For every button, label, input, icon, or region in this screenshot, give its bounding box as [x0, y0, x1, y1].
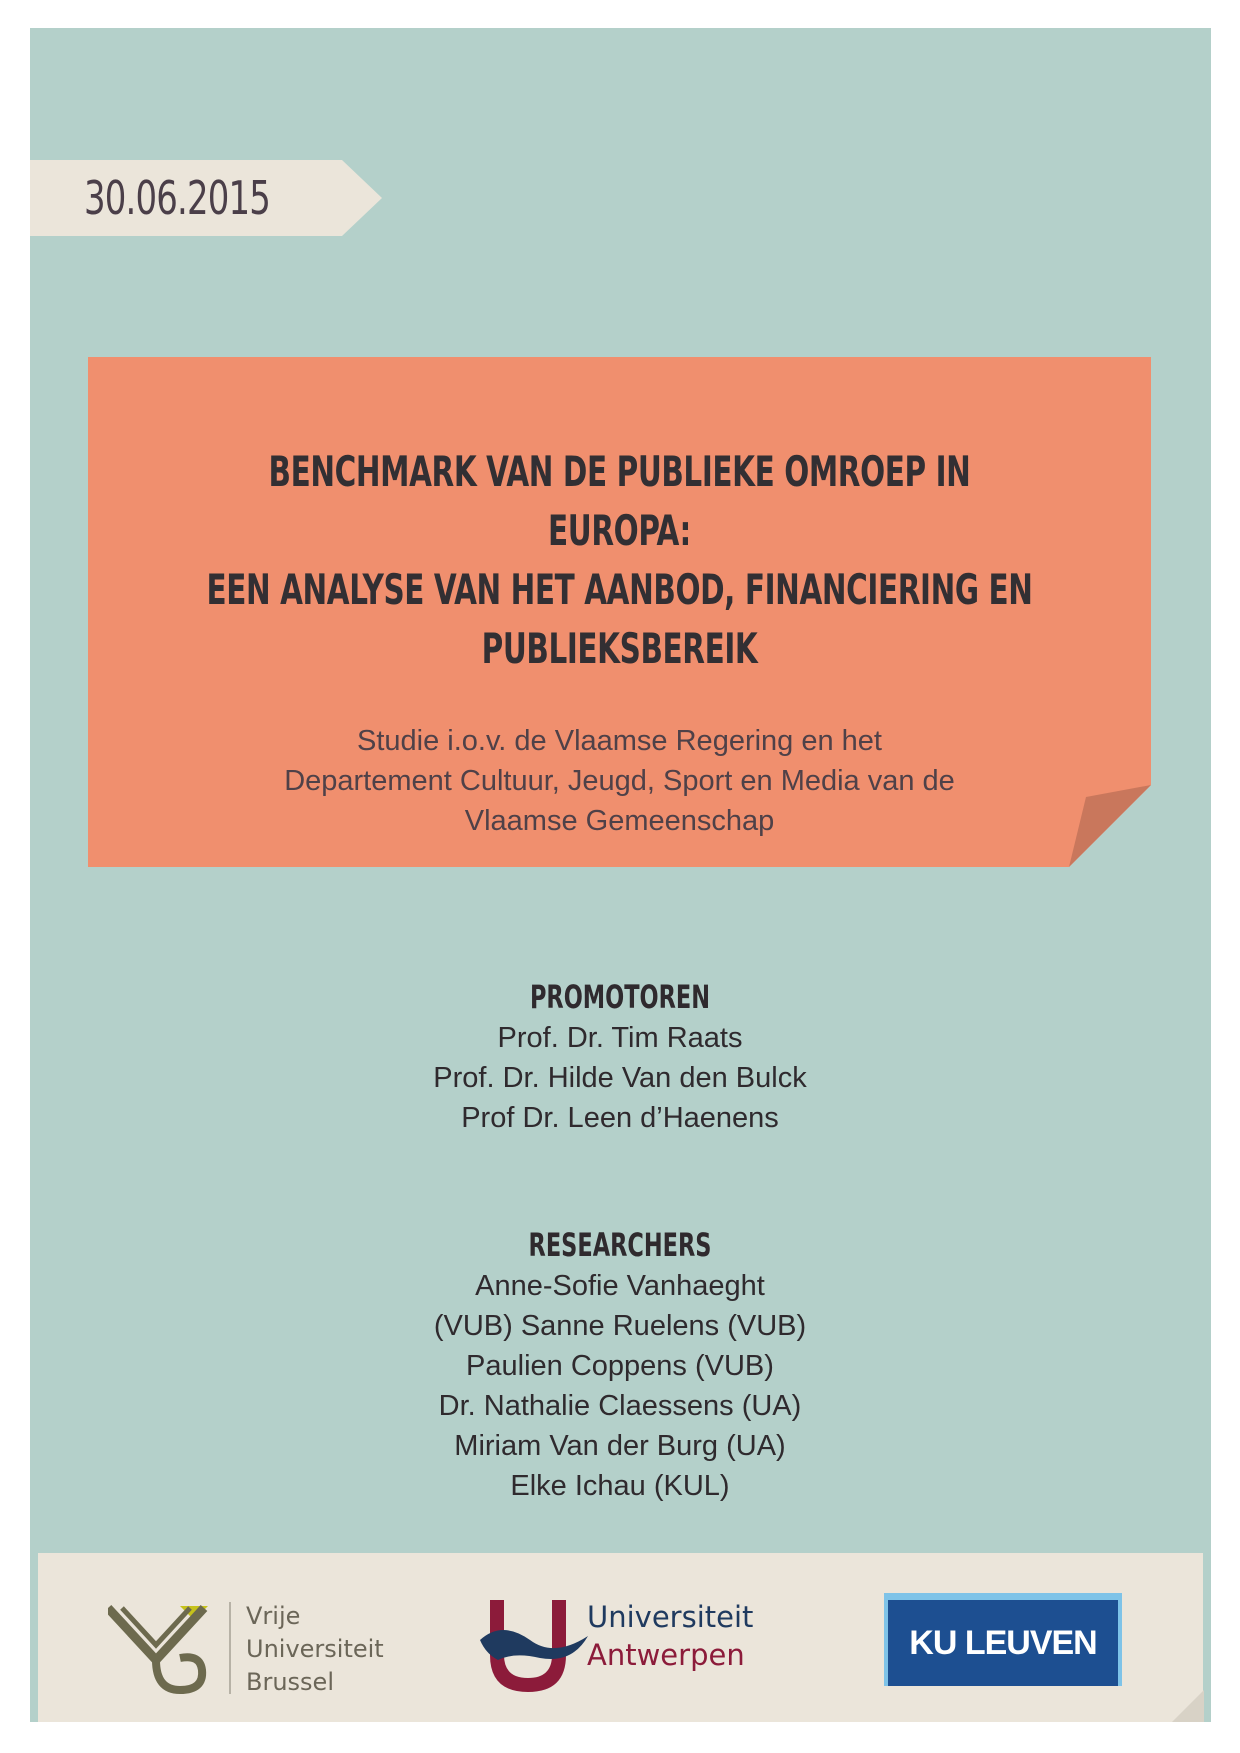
title-line: BENCHMARK VAN DE PUBLIEKE OMROEP IN EUROPA: [268, 447, 971, 555]
researcher-name: Dr. Nathalie Claessens (UA) [438, 1390, 802, 1422]
ua-logo-icon [480, 1600, 590, 1700]
researcher-name: Paulien Coppens (VUB) [466, 1350, 774, 1382]
corner-curl-icon [1172, 1690, 1204, 1722]
promotoren-section [300, 976, 940, 1138]
date-tab [30, 160, 382, 236]
ua-logo-line: Antwerpen [587, 1638, 745, 1672]
kul-logo-text: KU LEUVEN [909, 1624, 1097, 1662]
subtitle-line: Vlaamse Gemeenschap [464, 805, 775, 837]
researcher-name: (VUB) Sanne Ruelens (VUB) [433, 1310, 807, 1342]
title-line: EEN ANALYSE VAN HET AANBOD, FINANCIERING EN [206, 565, 1033, 614]
ua-logo-text [587, 1598, 753, 1674]
ua-logo-line: Universiteit [587, 1600, 754, 1634]
researcher-name: Elke Ichau (KUL) [510, 1470, 730, 1502]
title-line: PUBLIEKSBEREIK [481, 624, 758, 673]
subtitle-line: Studie i.o.v. de Vlaamse Regering en het [356, 725, 882, 757]
researchers-section [300, 1224, 940, 1506]
promotor-name: Prof Dr. Leen d’Haenens [461, 1102, 779, 1134]
promotor-name: Prof. Dr. Hilde Van den Bulck [433, 1062, 807, 1094]
report-title [88, 442, 1151, 678]
vub-logo-line: Vrije [246, 1602, 301, 1630]
promotor-name: Prof. Dr. Tim Raats [497, 1022, 743, 1054]
report-date: 30.06.2015 [84, 171, 271, 225]
researchers-heading: RESEARCHERS [528, 1226, 712, 1264]
vub-logo-line: Brussel [246, 1668, 334, 1696]
report-subtitle [88, 721, 1151, 841]
title-card [88, 357, 1151, 867]
researcher-name: Miriam Van der Burg (UA) [454, 1430, 786, 1462]
vub-logo-text [246, 1600, 384, 1699]
vub-logo-line: Universiteit [246, 1635, 384, 1663]
researcher-name: Anne-Sofie Vanhaeght [475, 1270, 765, 1302]
promotoren-heading: PROMOTOREN [529, 978, 711, 1016]
subtitle-line: Departement Cultuur, Jeugd, Sport en Media van de [284, 765, 955, 797]
